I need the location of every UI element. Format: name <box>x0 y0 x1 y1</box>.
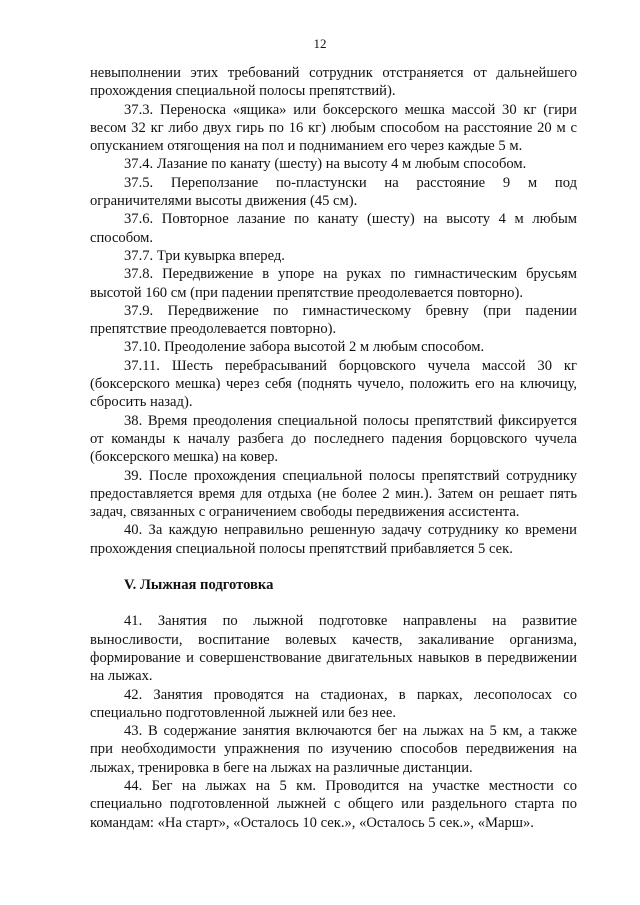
document-body <box>90 64 577 832</box>
paragraph: 37.4. Лазание по канату (шесту) на высоту 4 м любым способом. <box>124 156 527 173</box>
paragraph: 37.11. Шесть перебрасываний борцовского чучела массой 30 кг (боксерского мешка) через себя (поднять чучело, положить его на ключицу, сбросить назад). <box>90 357 577 411</box>
paragraph: 37.7. Три кувырка вперед. <box>124 247 285 264</box>
paragraph: 41. Занятия по лыжной подготовке направлены на развитие выносливости, воспитание волевых качеств, закаливание организма, формирование и совершенствование двигательных навыков в передвижении на лыжах. <box>90 613 577 685</box>
paragraphs-before <box>90 64 577 558</box>
paragraphs-after <box>90 612 577 832</box>
paragraph: 40. За каждую неправильно решенную задачу сотруднику ко времени прохождения специальной полосы препятствий прибавляется 5 сек. <box>90 522 577 557</box>
paragraph: 37.8. Передвижение в упоре на руках по гимнастическим брусьям высотой 160 см (при падении препятствие преодолевается повторно). <box>90 266 577 301</box>
paragraph: 37.5. Переползание по-пластунски на расстояние 9 м под ограничителями высоты движения (45 см). <box>90 174 577 210</box>
paragraph: 37.6. Повторное лазание по канату (шесту) на высоту 4 м любым способом. <box>90 211 577 246</box>
section-heading: V. Лыжная подготовка <box>124 577 274 594</box>
page-number: 12 <box>313 36 327 51</box>
paragraph: 44. Бег на лыжах на 5 км. Проводится на участке местности со специально подготовленной лыжней с общего или раздельного старта по командам: «На старт», «Осталось 10 сек.», «Осталось 5 сек.», «Марш». <box>90 777 577 831</box>
paragraph: 42. Занятия проводятся на стадионах, в парках, лесополосах со специально подготовленной лыжней или без нее. <box>90 686 577 721</box>
paragraph: 38. Время преодоления специальной полосы препятствий фиксируется от команды к началу разбега до последнего падения борцовского чучела (боксерского мешка) на ковер. <box>90 412 577 466</box>
paragraph: 37.9. Передвижение по гимнастическому бревну (при падении препятствие преодолевается повторно). <box>90 302 577 338</box>
paragraph: 43. В содержание занятия включаются бег на лыжах на 5 км, а также при необходимости упражнения по изучению способов передвижения на лыжах, тренировка в беге на лыжах на различные дистанции. <box>90 723 577 776</box>
paragraph: 37.3. Переноска «ящика» или боксерского мешка массой 30 кг (гири весом 32 кг либо двух гирь по 16 кг) любым способом на расстояние 20 м с опусканием отягощения на пол и подниманием его через каждые 5 м. <box>90 101 577 155</box>
paragraph: 37.10. Преодоление забора высотой 2 м любым способом. <box>124 339 485 356</box>
paragraph: 39. После прохождения специальной полосы препятствий сотруднику предоставляется время для отдыха (не более 2 мин.). Затем он решает пять задач, связанных с ограничением свободы передвижения ассистента. <box>90 467 577 521</box>
paragraph: невыполнении этих требований сотрудник отстраняется от дальнейшего прохождения специальной полосы препятствий). <box>90 65 577 100</box>
